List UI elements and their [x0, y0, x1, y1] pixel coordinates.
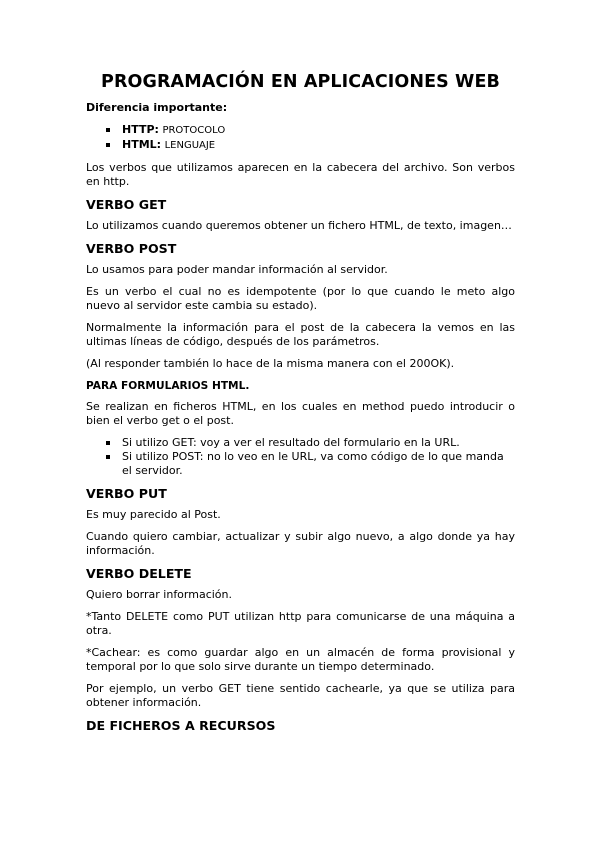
- page-title: PROGRAMACIÓN EN APLICACIONES WEB: [101, 72, 500, 92]
- list-value: LENGUAJE: [164, 140, 216, 151]
- bullet-icon: [106, 128, 110, 132]
- get-paragraph: Lo utilizamos cuando queremos obtener un fichero HTML, de texto, imagen…: [86, 219, 512, 232]
- section-heading-delete: VERBO DELETE: [86, 566, 192, 581]
- delete-paragraph: *Tanto DELETE como PUT utilizan http para comunicarse de una máquina a otra.: [86, 610, 515, 637]
- intro-paragraph: Los verbos que utilizamos aparecen en la cabecera del archivo. Son verbos en http.: [86, 161, 515, 188]
- section-heading-put: VERBO PUT: [86, 486, 167, 501]
- intro-heading: Diferencia importante:: [86, 101, 228, 114]
- section-heading-post: VERBO POST: [86, 241, 177, 256]
- delete-paragraph: *Cachear: es como guardar algo en un almacén de forma provisional y temporal por lo que solo sirve durante un tiempo determinado.: [86, 646, 515, 673]
- bullet-icon: [106, 143, 110, 147]
- list-item: [122, 450, 515, 478]
- list-item: [122, 436, 515, 450]
- post-paragraph: (Al responder también lo hace de la misma manera con el 200OK).: [86, 357, 455, 370]
- section-heading-get: VERBO GET: [86, 197, 167, 212]
- put-paragraph: Es muy parecido al Post.: [86, 508, 221, 521]
- list-value: PROTOCOLO: [162, 125, 226, 136]
- section-heading-forms: PARA FORMULARIOS HTML.: [86, 380, 250, 392]
- list-term: HTTP:: [122, 123, 159, 136]
- delete-paragraph: Quiero borrar información.: [86, 588, 233, 601]
- list-item: [122, 138, 515, 153]
- post-paragraph: Lo usamos para poder mandar información al servidor.: [86, 263, 388, 276]
- list-text: Si utilizo GET: voy a ver el resultado del formulario en la URL.: [122, 436, 460, 449]
- list-item: [122, 123, 515, 138]
- intro-list: [86, 123, 515, 153]
- bullet-icon: [106, 455, 110, 459]
- list-text: Si utilizo POST: no lo veo en le URL, va como código de lo que manda el servidor.: [122, 450, 504, 477]
- forms-paragraph: Se realizan en ficheros HTML, en los cuales en method puedo introducir o bien el verbo get o el post.: [86, 400, 515, 427]
- post-paragraph: Normalmente la información para el post de la cabecera la vemos en las ultimas líneas de código, después de los parámetros.: [86, 321, 515, 348]
- list-term: HTML:: [122, 138, 162, 151]
- post-paragraph: Es un verbo el cual no es idempotente (por lo que cuando le meto algo nuevo al servidor este cambia su estado).: [86, 285, 515, 312]
- forms-list: [86, 436, 515, 478]
- delete-paragraph: Por ejemplo, un verbo GET tiene sentido cachearle, ya que se utiliza para obtener información.: [86, 682, 515, 709]
- bullet-icon: [106, 441, 110, 445]
- put-paragraph: Cuando quiero cambiar, actualizar y subir algo nuevo, a algo donde ya hay información.: [86, 530, 515, 557]
- section-heading-resources: DE FICHEROS A RECURSOS: [86, 718, 276, 733]
